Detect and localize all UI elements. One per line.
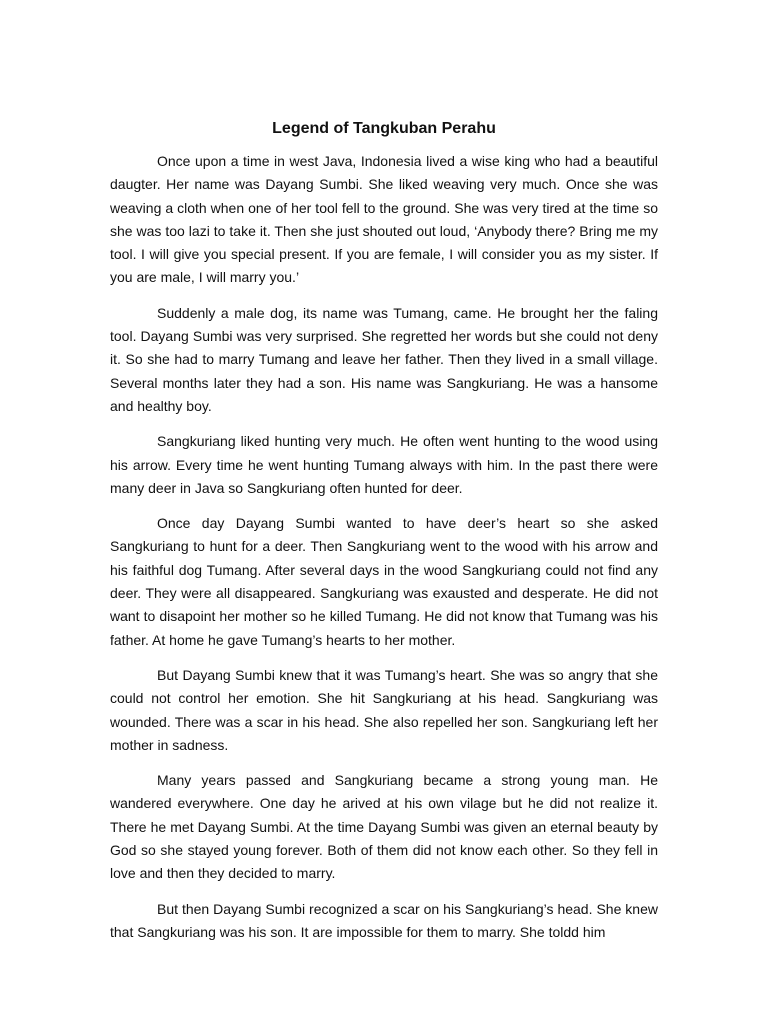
paragraph-4: Once day Dayang Sumbi wanted to have deer’s heart so she asked Sangkuriang to hunt for a deer. Then Sangkuriang went to the wood with his arrow and his faithful dog Tumang. After several days in the wood Sangkuriang could not find any deer. They were all disappeared. Sangkuriang was exausted and desperate. He did not want to disapoint her mother so he killed Tumang. He did not know that Tumang was his father. At home he gave Tumang’s hearts to her mother.: [110, 515, 658, 648]
paragraph-7: But then Dayang Sumbi recognized a scar on his Sangkuriang’s head. She knew that Sangkuriang was his son. It are impossible for them to marry. She toldd him: [110, 900, 658, 940]
paragraph-2: Suddenly a male dog, its name was Tumang, came. He brought her the faling tool. Dayang Sumbi was very surprised. She regretted her words but she could not deny it. So she had to marry Tumang and leave her father. Then they lived in a small village. Several months later they had a son. His name was Sangkuriang. He was a hansome and healthy boy.: [110, 304, 658, 414]
paragraph-5: But Dayang Sumbi knew that it was Tumang’s heart. She was so angry that she could not control her emotion. She hit Sangkuriang at his head. Sangkuriang was wounded. There was a scar in his head. She also repelled her son. Sangkuriang left her mother in sadness.: [110, 666, 658, 753]
document-page: [110, 118, 658, 944]
document-title: Legend of Tangkuban Perahu: [272, 120, 496, 137]
paragraph-6: Many years passed and Sangkuriang became a strong young man. He wandered everywhere. One day he arived at his own vilage but he did not realize it. There he met Dayang Sumbi. At the time Dayang Sumbi was given an eternal beauty by God so she stayed young forever. Both of them did not know each other. So they fell in love and then they decided to marry.: [110, 772, 658, 882]
paragraph-1: Once upon a time in west Java, Indonesia lived a wise king who had a beautiful daugter. Her name was Dayang Sumbi. She liked weaving very much. Once she was weaving a cloth when one of her tool fell to the ground. She was very tired at the time so she was too lazi to take it. Then she just shouted out loud, ‘Anybody there? Bring me my tool. I will give you special present. If you are female, I will consider you as my sister. If you are male, I will marry you.’: [110, 153, 658, 286]
paragraph-3: Sangkuriang liked hunting very much. He often went hunting to the wood using his arrow. Every time he went hunting Tumang always with him. In the past there were many deer in Java so Sangkuriang often hunted for deer.: [110, 433, 658, 496]
